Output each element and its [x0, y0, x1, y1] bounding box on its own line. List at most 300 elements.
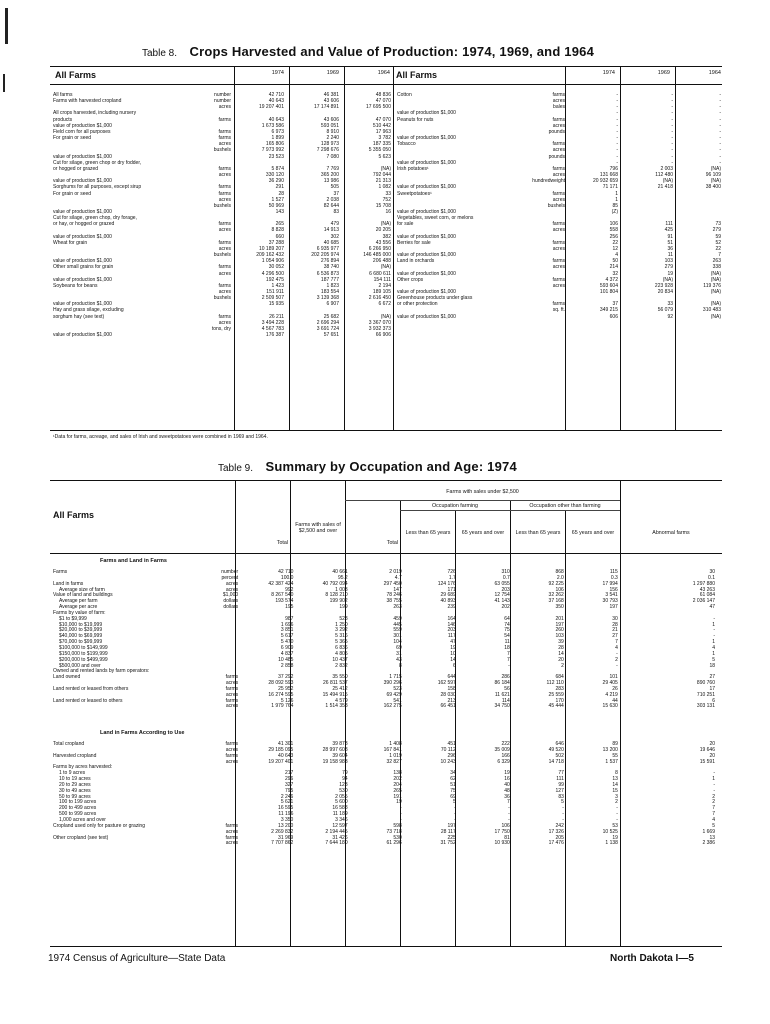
row-label: 30 to 49 acres	[59, 787, 91, 794]
cell-value: 265	[275, 221, 284, 228]
col-header: 65 years and over	[461, 530, 505, 536]
row-label: Average size of farm	[59, 586, 105, 593]
cell-value: (NA)	[710, 289, 721, 295]
cell-value: 7 298 676	[316, 147, 339, 154]
row-label: Tobacco	[397, 141, 416, 148]
cell-value: 20 932 659	[592, 178, 618, 185]
cell-value: 36	[504, 793, 510, 800]
cell-value: 15 591	[699, 758, 715, 765]
cell-value: 202 205 974	[311, 252, 339, 259]
cell-value: 33	[385, 190, 391, 197]
cell-value: 265	[393, 787, 402, 794]
cell-value: 8	[398, 662, 402, 669]
cell-value: 151 911	[266, 289, 284, 295]
cell-value: 183 554	[320, 289, 339, 295]
row-label: Other crops	[397, 276, 424, 283]
cell-value: 1 082	[378, 184, 391, 191]
cell-value: -	[454, 816, 456, 823]
cell-value: 2	[712, 799, 715, 806]
cell-value: 1 537	[605, 758, 618, 765]
cell-value: 530	[339, 787, 348, 794]
cell-value: 684	[555, 674, 564, 681]
row-label: All crops harvested, including nursery	[53, 110, 137, 117]
cell-value: 296	[447, 752, 456, 759]
cell-value: 38 400	[705, 184, 721, 191]
row-label: 10 to 19 acres	[59, 776, 91, 783]
cell-value: -	[671, 104, 673, 111]
cell-value: 14	[612, 781, 618, 788]
row-unit: acres	[218, 196, 231, 203]
table8-title	[142, 43, 594, 61]
cell-value: 23 523	[268, 153, 284, 160]
row-label: Soybeans for beans	[53, 282, 98, 289]
row-unit: farms	[552, 276, 565, 283]
col-header: Total	[386, 540, 398, 546]
cell-value: 890 760	[696, 680, 715, 687]
row-unit: acres	[218, 172, 231, 179]
row-label: value of production $1,000	[53, 301, 112, 308]
row-label: value of production $1,000	[397, 252, 456, 259]
cell-value: 30	[612, 615, 618, 622]
cell-value: 32 262	[548, 592, 564, 599]
cell-value: -	[508, 811, 510, 818]
cell-value: 143	[275, 208, 284, 215]
divider	[400, 500, 401, 946]
row-label: $150,000 to $199,999	[59, 650, 108, 657]
cell-value: 330 120	[265, 172, 284, 179]
cell-value: 1 527	[271, 196, 284, 203]
cell-value: 8 828	[271, 227, 284, 234]
cell-value: 2.0	[556, 574, 564, 581]
cell-value: 223 928	[654, 282, 673, 289]
cell-value: 50	[612, 258, 618, 265]
cell-value: 19 158 983	[322, 758, 348, 765]
cell-value: -	[671, 135, 673, 142]
col-header: Less than 65 years	[515, 530, 561, 536]
cell-value: -	[671, 98, 673, 105]
divider	[510, 500, 511, 946]
cell-value: 26 211	[269, 313, 284, 320]
row-unit: farms	[218, 128, 231, 135]
cell-value: 189 105	[372, 289, 391, 295]
cell-value: -	[671, 122, 673, 129]
cell-value: 1 003	[335, 586, 348, 593]
rule	[50, 84, 722, 85]
cell-value: 541	[393, 697, 402, 704]
cell-value: 26	[612, 685, 618, 692]
cell-value: 17 963	[375, 128, 391, 135]
cell-value: 165 806	[265, 141, 284, 148]
table9-title	[218, 458, 517, 476]
cell-value: 75	[504, 627, 510, 634]
cell-value: 127	[555, 787, 564, 794]
cell-value: 6 672	[378, 301, 391, 308]
cell-value: 35 550	[332, 674, 348, 681]
cell-value: 451	[447, 741, 456, 747]
cell-value: 19	[396, 799, 402, 806]
cell-value: 559	[393, 627, 402, 634]
cell-value: 47	[709, 604, 715, 611]
subgroup-header: Occupation other than farming	[529, 503, 601, 509]
cell-value: 111	[556, 776, 564, 783]
cell-value: 1 979 764	[271, 703, 294, 710]
divider	[235, 480, 236, 946]
row-label: value of production $1,000	[397, 270, 456, 277]
col-header: Total	[276, 540, 288, 546]
cell-value: 99	[558, 781, 564, 788]
cell-value: 30 793	[602, 598, 618, 605]
cell-value: 66 906	[375, 332, 391, 339]
cell-value: 2 036 147	[692, 598, 715, 605]
cell-value: 187 777	[320, 276, 339, 283]
cell-value: 17 695 500	[365, 104, 391, 111]
row-unit: acres	[225, 828, 239, 835]
cell-value: 36	[667, 245, 673, 252]
cell-value: 16	[385, 208, 391, 215]
cell-value: 103	[664, 258, 673, 265]
row-unit: acres	[225, 758, 239, 765]
cell-value: 41 143	[494, 598, 510, 605]
cell-value: 205	[555, 834, 564, 841]
cell-value: 350	[555, 604, 564, 611]
cell-value: 868	[555, 569, 564, 575]
cell-value: 100.0	[280, 574, 294, 581]
row-unit: acres	[552, 172, 565, 179]
cell-value: 204	[393, 781, 402, 788]
row-label: value of production $1,000	[53, 208, 112, 215]
cell-value: 77	[558, 770, 564, 777]
row-label: Hay and grass silage, excluding	[53, 307, 124, 314]
cell-value: (NA)	[380, 221, 391, 228]
row-label: value of production $1,000	[397, 208, 456, 215]
cell-value: 92 225	[548, 580, 564, 587]
cell-value: 199	[339, 604, 348, 611]
cell-value: 1 696	[280, 621, 294, 628]
row-label: Sorghums for all purposes, except sirup	[53, 184, 142, 191]
cell-value: 1 669	[702, 828, 715, 835]
row-unit: farms	[225, 741, 239, 747]
row-label: $200,000 to $499,999	[59, 656, 108, 663]
rule	[345, 500, 620, 501]
cell-value: 217	[285, 770, 294, 777]
cell-value: 5	[712, 656, 715, 663]
row-unit: farms	[218, 165, 231, 172]
cell-value: 14 718	[548, 758, 564, 765]
rule	[50, 946, 722, 947]
cell-value: 16 588	[332, 805, 348, 812]
rule	[400, 510, 620, 511]
cell-value: 187 335	[372, 141, 391, 148]
cell-value: -	[616, 650, 618, 657]
cell-value: 260	[555, 627, 564, 634]
row-unit: farms	[552, 221, 565, 228]
row-unit: farms	[552, 258, 565, 265]
row-unit: acres	[552, 147, 565, 154]
cell-value: 2 386	[702, 840, 715, 847]
row-label: Total cropland	[53, 741, 85, 747]
cell-value: 201	[555, 615, 564, 622]
cell-value: 38 755	[386, 598, 402, 605]
cell-value: 22	[612, 239, 618, 246]
cell-value: -	[671, 128, 673, 135]
cell-value: 39 873	[332, 741, 348, 747]
cell-value: 10 930	[494, 840, 510, 847]
cell-value: 2 038	[326, 196, 339, 203]
cell-value: -	[508, 662, 510, 669]
cell-value: 193 574	[275, 598, 294, 605]
cell-value: 3 350	[280, 816, 294, 823]
cell-value: 214	[609, 264, 618, 271]
table9-body-land-use	[53, 742, 721, 847]
row-unit: acres	[552, 227, 565, 234]
row-label: 20 to 29 acres	[59, 781, 91, 788]
cell-value: 11	[667, 252, 673, 259]
cell-value: 17 326	[548, 828, 564, 835]
table8-right-head: All Farms	[396, 70, 438, 80]
cell-value: 505	[330, 184, 339, 191]
cell-value: 30 052	[268, 264, 284, 271]
cell-value: 7	[615, 639, 618, 646]
cell-value: (NA)	[710, 270, 721, 277]
cell-value: 660	[275, 233, 284, 240]
cell-value: 73 718	[386, 828, 402, 835]
cell-value: 197	[447, 822, 456, 829]
row-label: Cotton	[397, 92, 412, 98]
cell-value: 2 194	[378, 282, 391, 289]
cell-value: 523	[393, 685, 402, 692]
cell-value: -	[616, 805, 618, 812]
cell-value: 13 200	[602, 746, 618, 753]
cell-value: 3 932 373	[368, 325, 391, 332]
cell-value: -	[719, 116, 721, 123]
row-unit: acres	[552, 196, 565, 203]
row-unit: farms	[218, 313, 231, 320]
cell-value: 171	[447, 586, 456, 593]
row-label: Farms with harvested cropland	[53, 98, 122, 105]
cell-value: 37 288	[268, 239, 284, 246]
cell-value: 593 604	[599, 282, 618, 289]
cell-value: 225	[447, 834, 456, 841]
row-label: Farms	[53, 569, 68, 575]
cell-value: 6 909	[280, 644, 294, 651]
cell-value: -	[616, 811, 618, 818]
cell-value: 61 296	[386, 840, 402, 847]
row-label: $70,000 to $99,999	[59, 639, 103, 646]
row-unit: acres	[218, 319, 231, 326]
row-unit: farms	[552, 239, 565, 246]
cell-value: 20	[709, 741, 715, 747]
cell-value: 17 476	[548, 840, 564, 847]
cell-value: 197	[609, 604, 618, 611]
cell-value: 5 623	[378, 153, 391, 160]
row-unit: farms	[552, 92, 565, 98]
cell-value: 138	[393, 770, 402, 777]
row-unit: farms	[552, 165, 565, 172]
cell-value: 4	[615, 252, 618, 259]
cell-value: 459	[393, 615, 402, 622]
row-label: $500,000 and over	[59, 662, 101, 669]
cell-value: 48	[504, 787, 510, 794]
cell-value: 20	[558, 656, 564, 663]
table-row	[53, 704, 721, 710]
row-label: 1 to 9 acres	[59, 770, 86, 777]
cell-value: -	[616, 816, 618, 823]
cell-value: 1	[712, 621, 715, 628]
cell-value: 28 117	[440, 828, 456, 835]
cell-value: -	[508, 816, 510, 823]
cell-value: 112 110	[546, 680, 564, 687]
cell-value: 203	[501, 586, 510, 593]
cell-value: -	[616, 92, 618, 98]
cell-value: 114	[501, 697, 510, 704]
cell-value: 43	[396, 656, 402, 663]
cell-value: 4 219	[605, 691, 618, 698]
cell-value: 106	[609, 221, 618, 228]
cell-value: 11 196	[278, 811, 294, 818]
row-unit: hundredweight	[532, 178, 565, 185]
cell-value: 31 969	[278, 834, 294, 841]
row-label: value of production $1,000	[53, 276, 112, 283]
row-label: sorghum hay (see text)	[53, 313, 105, 320]
cell-value: 593 051	[320, 122, 339, 129]
cell-value: 166	[501, 752, 510, 759]
year-header: 1974	[271, 70, 284, 76]
cell-value: 4 567 783	[261, 325, 284, 332]
row-unit: farms	[218, 239, 231, 246]
cell-value: 73	[715, 221, 721, 228]
cell-value: 197	[555, 621, 564, 628]
row-label: Land rented or leased to others	[53, 697, 123, 704]
cell-value: 1	[712, 639, 715, 646]
row-unit: number	[221, 569, 239, 575]
cell-value: 3 494 228	[261, 319, 284, 326]
cell-value: 21 418	[657, 184, 673, 191]
cell-value: 40 893	[440, 598, 456, 605]
cell-value: 303 131	[696, 703, 715, 710]
cell-value: 195	[285, 604, 294, 611]
cell-value: 1 899	[271, 135, 284, 142]
row-label: value of production $1,000	[53, 332, 112, 339]
year-header: 1969	[326, 70, 339, 76]
cell-value: 2 832	[335, 662, 348, 669]
row-unit: acres	[218, 104, 231, 111]
row-unit: farms	[225, 674, 239, 681]
cell-value: 49 520	[548, 746, 564, 753]
cell-value: 29 185 095	[268, 746, 294, 753]
cell-value: 29 405	[602, 680, 618, 687]
cell-value: -	[719, 98, 721, 105]
cell-value: (NA)	[710, 165, 721, 172]
cell-value: -	[671, 110, 673, 117]
cell-value: 4.7	[394, 574, 402, 581]
cell-value: -	[616, 159, 618, 166]
cell-value: 7	[712, 805, 715, 812]
row-unit: farms	[225, 822, 239, 829]
row-label: 200 to 499 acres	[59, 805, 97, 812]
cell-value: 297 450	[383, 580, 402, 587]
cell-value: 13	[612, 776, 618, 783]
cell-value: 154 111	[373, 276, 391, 283]
cell-value: -	[671, 141, 673, 148]
row-unit: farms	[218, 116, 231, 123]
row-unit: bales	[553, 104, 565, 111]
rule	[50, 430, 722, 431]
cell-value: 5 470	[280, 639, 294, 646]
cell-value: 131 668	[599, 172, 618, 179]
cell-value: 34	[450, 770, 456, 777]
cell-value: 202	[393, 776, 402, 783]
binding-mark	[3, 74, 5, 92]
row-label: Farms by value of farm:	[53, 609, 106, 616]
cell-value: 89	[612, 741, 618, 747]
cell-value: 425	[664, 227, 673, 234]
cell-value: 12 597	[332, 822, 348, 829]
page-number: North Dakota I—5	[610, 953, 694, 964]
cell-value: -	[719, 128, 721, 135]
row-unit: number	[214, 98, 231, 105]
row-label: Sweetpotatoes¹	[397, 190, 432, 197]
cell-value: 74	[504, 621, 510, 628]
cell-value: 46 381	[323, 92, 339, 98]
cell-value: 6 907	[326, 301, 339, 308]
row-unit: acres	[552, 98, 565, 105]
cell-value: 286	[501, 674, 510, 681]
cell-value: 19	[450, 644, 456, 651]
cell-value: 222	[501, 741, 510, 747]
cell-value: 31 426	[332, 834, 348, 841]
cell-value: -	[713, 615, 715, 622]
row-label: value of production $1,000	[397, 289, 456, 295]
cell-value: -	[719, 159, 721, 166]
cell-value: 28 092 593	[268, 680, 294, 687]
cell-value: 17 994	[602, 580, 618, 587]
cell-value: 37	[612, 301, 618, 308]
cell-value: 43 556	[375, 239, 391, 246]
row-label: Irish potatoes¹	[397, 165, 429, 172]
cell-value: 50 969	[268, 202, 284, 209]
cell-value: 42 710	[268, 92, 284, 98]
table8-number: Table 8.	[142, 48, 178, 59]
row-unit: farms	[218, 221, 231, 228]
row-unit: farms	[552, 301, 565, 308]
cell-value: 69	[396, 644, 402, 651]
row-label: Harvested cropland	[53, 752, 97, 759]
cell-value: 92	[667, 313, 673, 320]
cell-value: 81	[504, 834, 510, 841]
row-label: Land rented or leased from others	[53, 685, 129, 692]
row-label: Farms by acres harvested:	[53, 764, 113, 771]
row-unit: acres	[225, 746, 239, 753]
cell-value: 752	[382, 196, 391, 203]
row-label: $1 to $9,999	[59, 615, 87, 622]
cell-value: 17	[709, 685, 715, 692]
cell-value: -	[616, 662, 618, 669]
cell-value: 16 274 595	[268, 691, 294, 698]
cell-value: 37 292	[278, 674, 294, 681]
cell-value: 1 019	[389, 752, 402, 759]
cell-value: (Z)	[611, 208, 618, 215]
cell-value: 79	[342, 770, 348, 777]
row-label: Value of land and buildings	[53, 592, 113, 599]
cell-value: 21	[612, 627, 618, 634]
cell-value: -	[713, 770, 715, 777]
cell-value: 14	[450, 656, 456, 663]
row-label: Other small grains for grain	[53, 264, 114, 271]
table-row	[397, 314, 721, 320]
cell-value: 47 070	[375, 116, 391, 123]
section-heading: Farms and Land in Farms	[100, 558, 167, 564]
cell-value: 8 128 210	[325, 592, 348, 599]
